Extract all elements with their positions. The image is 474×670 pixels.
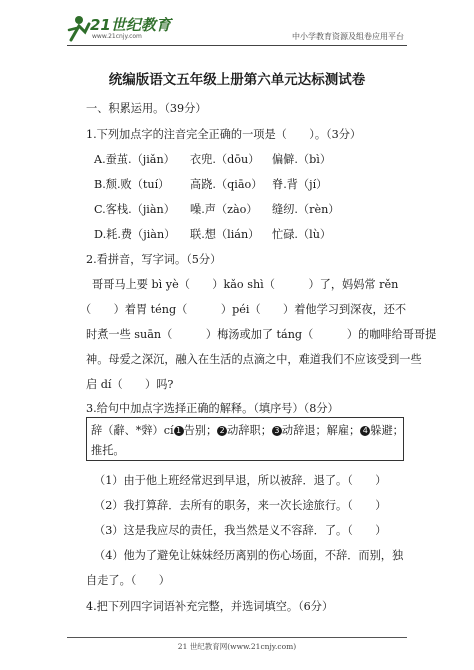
q1-option-d-3: 忙碌.（lù）	[272, 228, 332, 241]
q1-option-a-1: A.蚕茧.（jiǎn）	[94, 153, 175, 166]
footer-divider	[67, 637, 407, 638]
number-2-icon: 2	[217, 426, 227, 436]
header-divider	[67, 45, 407, 46]
definition-4: 躲避；	[370, 424, 404, 437]
definition-2: 动辞职；	[227, 424, 272, 437]
q1-option-c-1: C.客栈.（jiàn）	[94, 203, 175, 216]
number-3-icon: 3	[272, 426, 282, 436]
q3-item-4: （4）他为了避免让妹妹经历离别的伤心场面，不辞．而别，独	[94, 549, 404, 562]
q3-item-3: （3）这是我应尽的责任，我当然是义不容辞．了。（ ）	[94, 524, 387, 537]
definition-headword: 辞（辭、*辤）cí	[91, 424, 174, 437]
platform-label: 中小学教育资源及组卷应用平台	[292, 32, 404, 41]
number-1-icon: 1	[174, 426, 184, 436]
q2-line-2: （ ）着胃 téng（ ）péi（ ）着他学习到深夜，还不	[80, 303, 407, 316]
q1-option-b-3: 脊.背（jí）	[272, 178, 328, 191]
q3-item-1: （1）由于他上班经常迟到早退，所以被辞．退了。（ ）	[94, 474, 387, 487]
definition-line-1	[91, 422, 404, 438]
definition-line-2: 推托。	[91, 444, 125, 457]
q1-option-d-2: 联.想（lián）	[190, 228, 260, 241]
page-header	[0, 0, 474, 48]
q3-stem: 3.给句中加点字选择正确的解释。（填序号）（8分）	[86, 402, 339, 415]
q1-option-a-3: 偏僻.（bì）	[272, 153, 332, 166]
page-footer: 21 世纪教育网(www.21cnjy.com)	[177, 642, 297, 651]
q3-item-4-cont: 自走了。（ ）	[86, 574, 170, 587]
q1-stem: 1.下列加点字的注音完全正确的一项是（ ）。（3分）	[86, 128, 362, 141]
q2-line-5: 启 dí（ ）吗?	[86, 378, 174, 391]
q1-option-d-1: D.耗.费（jiàn）	[94, 228, 176, 241]
definition-3: 动辞退；解雇；	[281, 424, 361, 437]
definition-1: 告别；	[183, 424, 218, 437]
page-title: 统编版语文五年级上册第六单元达标测试卷	[108, 72, 366, 88]
number-4-icon: 4	[360, 426, 370, 436]
q4-stem: 4.把下列四字词语补充完整，并选词填空。（6分）	[86, 600, 334, 613]
q2-line-1: 哥哥马上要 bì yè（ ）kǎo shì（ ）了，妈妈常 rěn	[92, 278, 399, 291]
logo-url: www.21cnjy.com	[92, 33, 142, 40]
q1-option-c-3: 缝纫.（rèn）	[272, 203, 340, 216]
q1-option-b-1: B.颓.败（tuí）	[94, 178, 170, 191]
definition-box	[86, 417, 404, 461]
q1-option-a-2: 衣兜.（dōu）	[190, 153, 260, 166]
q1-option-c-2: 噪.声（zào）	[190, 203, 258, 216]
q2-stem: 2.看拼音，写字词。（5分）	[86, 253, 222, 266]
logo-text: 21世纪教育	[90, 16, 171, 34]
q3-item-2: （2）我打算辞．去所有的职务，来一次长途旅行。（ ）	[94, 499, 387, 512]
q2-line-3: 时煮一些 suān（ ）梅汤或加了 táng（ ）的咖啡给哥哥提	[86, 328, 437, 341]
section-heading: 一、积累运用。（39分）	[86, 102, 207, 115]
q1-option-b-2: 高跷.（qiāo）	[190, 178, 263, 191]
q2-line-4: 神。母爱之深沉，融入在生活的点滴之中，难道我们不应该受到一些	[86, 353, 422, 366]
